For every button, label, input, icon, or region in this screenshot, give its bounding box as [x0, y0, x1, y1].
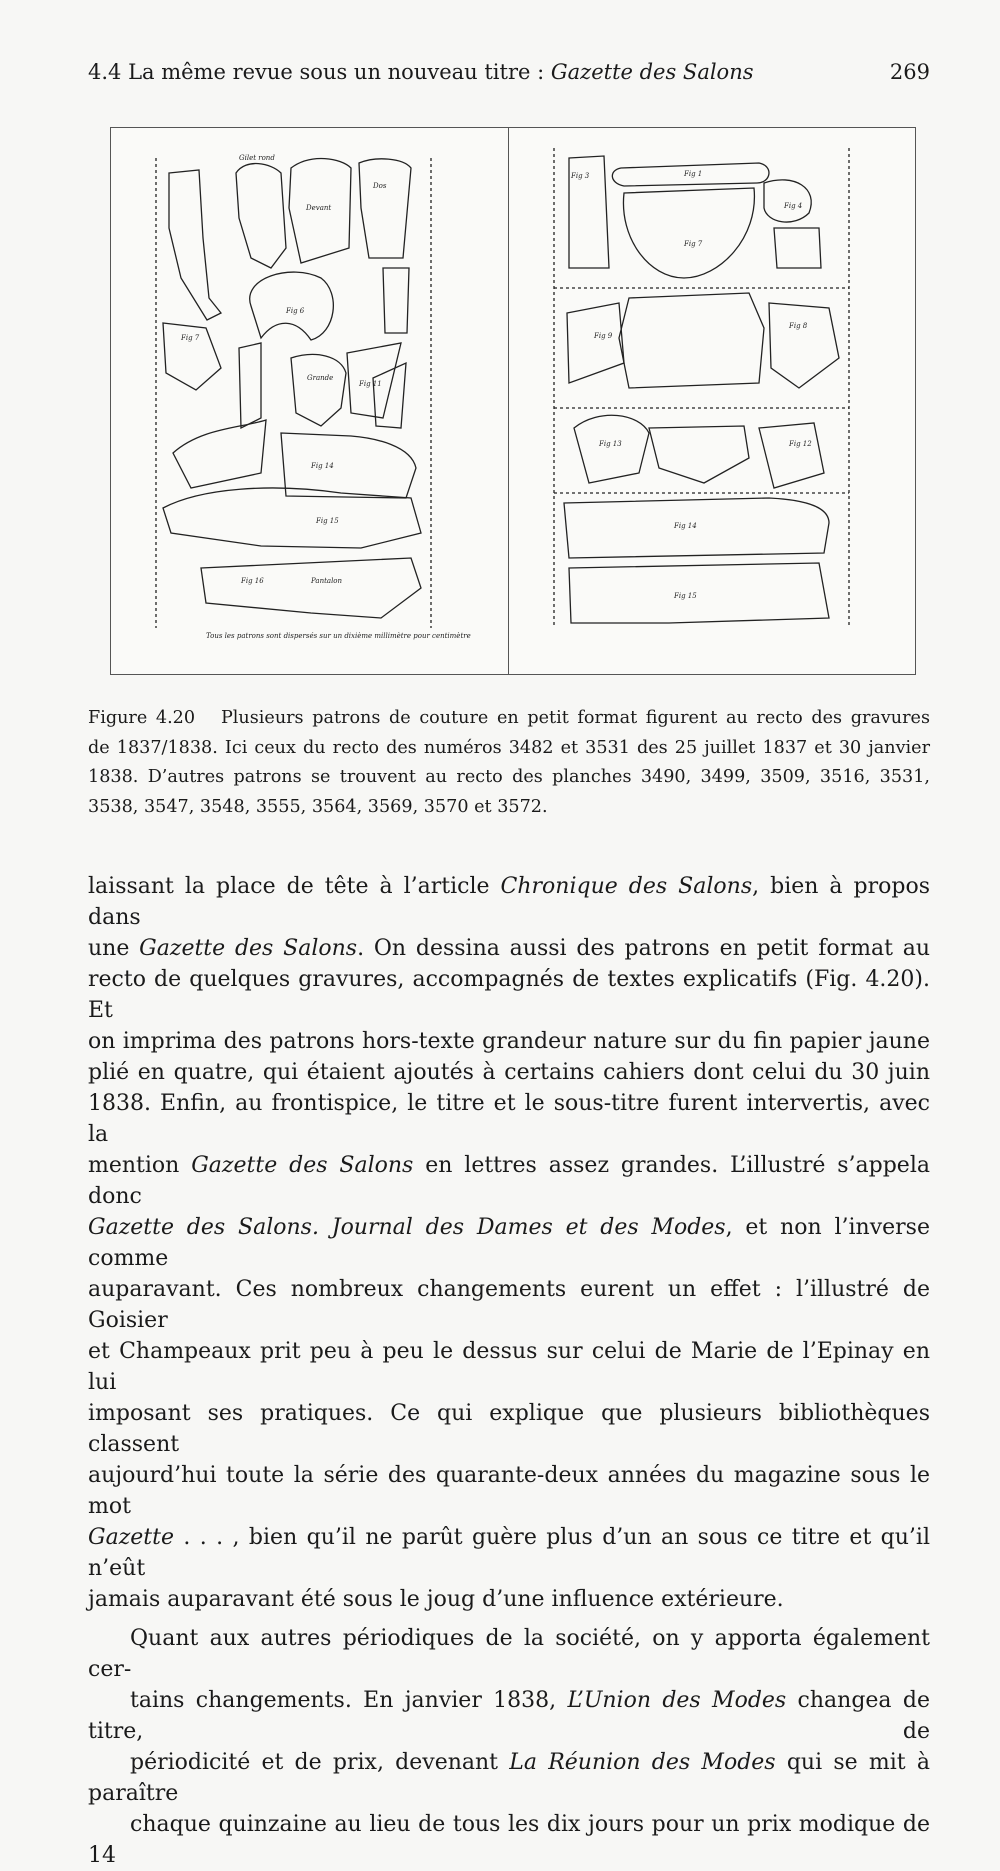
page-number: 269	[889, 60, 930, 84]
text-line: plié en quatre, qui étaient ajoutés à certains cahiers dont celui du 30 juin	[88, 1060, 930, 1085]
svg-text:Fig 15: Fig 15	[316, 517, 339, 525]
svg-text:Fig 1: Fig 1	[684, 170, 703, 178]
plate-footer: Tous les patrons sont dispersés sur un dixième millimètre pour centimètre	[206, 632, 471, 640]
svg-text:Fig 8: Fig 8	[789, 322, 808, 330]
pattern-plate-right	[508, 127, 916, 675]
svg-text:Fig 11: Fig 11	[359, 380, 382, 388]
svg-text:Fig 16: Fig 16	[241, 577, 264, 585]
text-line: recto de quelques gravures, accompagnés de textes explicatifs (Fig. 4.20). Et	[88, 967, 930, 1023]
svg-text:Fig 15: Fig 15	[674, 592, 697, 600]
text-line: on imprima des patrons hors-texte grandeur nature sur du fin papier jaune	[88, 1029, 930, 1054]
text-line: jamais auparavant été sous le joug d’une influence extérieure.	[88, 1587, 784, 1612]
svg-text:Fig 9: Fig 9	[594, 332, 613, 340]
svg-text:Fig 7: Fig 7	[684, 240, 703, 248]
pattern-plate-left	[110, 127, 518, 675]
paragraph	[88, 871, 930, 1615]
caption-label: Figure 4.20	[88, 708, 196, 728]
text-line: 1838. Enfin, au frontispice, le titre et le sous-titre furent intervertis, avec la	[88, 1091, 930, 1147]
text-line: tains changements. En janvier 1838, L’Union des Modes changea de titre, de	[88, 1688, 930, 1744]
caption-line: 3538, 3547, 3548, 3555, 3564, 3569, 3570 et 3572.	[88, 796, 548, 817]
paragraph	[88, 1623, 930, 1871]
caption-line: de 1837/1838. Ici ceux du recto des numéros 3482 et 3531 des 25 juillet 1837 et 30 janvier	[88, 737, 930, 758]
svg-text:Fig 12: Fig 12	[789, 440, 812, 448]
figure-caption	[88, 704, 930, 822]
svg-text:Gilet rond: Gilet rond	[239, 154, 275, 162]
svg-text:Fig 14: Fig 14	[674, 522, 697, 530]
text-line: Gazette des Salons. Journal des Dames et des Modes, et non l’inverse comme	[88, 1215, 930, 1271]
caption-line: Figure 4.20 Plusieurs patrons de couture en petit format figurent au recto des gravures	[88, 708, 930, 728]
svg-text:Fig 4: Fig 4	[784, 202, 803, 210]
text-line: une Gazette des Salons. On dessina aussi des patrons en petit format au	[88, 936, 930, 961]
svg-text:Fig 14: Fig 14	[311, 462, 334, 470]
text-line: mention Gazette des Salons en lettres assez grandes. L’illustré s’appela donc	[88, 1153, 930, 1209]
pattern-drawing-left	[111, 128, 519, 676]
text-line: Gazette . . . , bien qu’il ne parût guère plus d’un an sous ce titre et qu’il n’eût	[88, 1525, 930, 1581]
text-line: auparavant. Ces nombreux changements eurent un effet : l’illustré de Goisier	[88, 1277, 930, 1333]
body-text	[88, 871, 930, 1871]
section-title: 4.4 La même revue sous un nouveau titre : Gazette des Salons	[88, 60, 754, 84]
text-line: laissant la place de tête à l’article Chronique des Salons, bien à propos dans	[88, 874, 931, 930]
pattern-drawing-right	[509, 128, 917, 676]
caption-line: 1838. D’autres patrons se trouvent au recto des planches 3490, 3499, 3509, 3516, 3531,	[88, 767, 930, 787]
text-line: imposant ses pratiques. Ce qui explique que plusieurs bibliothèques classent	[88, 1401, 930, 1457]
svg-text:Fig 6: Fig 6	[286, 307, 305, 315]
svg-text:Fig 3: Fig 3	[571, 172, 590, 180]
text-line: et Champeaux prit peu à peu le dessus sur celui de Marie de l’Epinay en lui	[88, 1339, 930, 1395]
svg-text:Grande: Grande	[307, 374, 334, 382]
svg-text:Devant: Devant	[306, 204, 332, 212]
text-line: chaque quinzaine au lieu de tous les dix jours pour un prix modique de 14	[88, 1812, 930, 1868]
svg-text:Fig 7: Fig 7	[181, 334, 200, 342]
svg-text:Fig 13: Fig 13	[599, 440, 622, 448]
text-line: Quant aux autres périodiques de la société, on y apporta également cer-	[88, 1626, 930, 1682]
text-line: aujourd’hui toute la série des quarante-deux années du magazine sous le mot	[88, 1463, 930, 1519]
text-line: périodicité et de prix, devenant La Réunion des Modes qui se mit à paraître	[88, 1750, 930, 1806]
svg-text:Dos: Dos	[373, 182, 387, 190]
svg-text:Pantalon: Pantalon	[311, 577, 343, 585]
